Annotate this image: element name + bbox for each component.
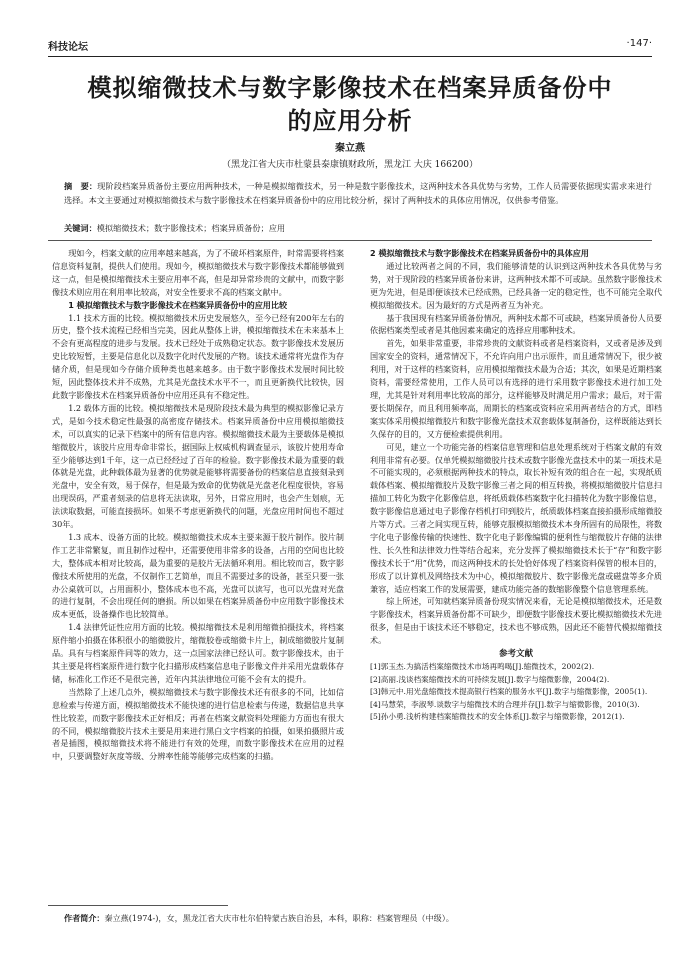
section-1-3-paragraph: 1.3 成本、设备方面的比较。模拟缩微技术成本主要来源于胶片制作。胶片制作工艺非常繁复，而且制作过程中，还需要使用非常多的设备，占用的空间也比较大，整体成本相对比较高，最为重要的是胶片无法循环利用。相比较而言，数字影像技术所使用的光盘，不仅制作工艺简单，而且不需要过多的设备，甚至只要一张办公桌就可以，占用面积小，整体成本也不高，光盘可以读写，也可以光盘对光盘的进行复制，不会出现任何的磨损。所以如果在档案异质备份中应用数字影像技术成本更低，设备操作也比较简单。 [52,531,344,620]
abstract-rule [48,240,652,241]
intro-paragraph: 现如今，档案文献的应用率越来越高，为了不破坏档案原件，时常需要将档案信息资料复制，提供人们使用。现如今，模拟缩微技术与数字影像技术都能够做到这一点，但是模拟缩微技术主要应用率不高，但是却异常珍贵的文献中，而数字影像技术则应用在利用率比较高，对安全性要求不高的档案文献中。 [52,248,344,297]
running-header [48,38,652,54]
reference-item: [4]马慧荣，李淑琴.谈数字与缩微技术的合理并存[J].数字与缩微影像，2010(3). [370,699,640,709]
section-2-paragraph-d: 可见，建立一个功能完备的档案信息管理和信息处理系统对于档案文献的有效利用非常有必要。仅单凭模拟缩微胶片技术或数字影像光盘技术中的某一项技术是不可能实现的，必须根据两种技术的特点，取长补短有效的组合在一起，实现纸质载体档案、模拟缩微胶片及数字影像三者之间的相互转换，将模拟缩微胶片信息扫描加工转化为数字化影像信息，将纸质载体档案数字化扫描转化为数字影像信息，数字影像信息通过电子影像存档机打印到胶片，纸质载体档案直接拍摄形成缩微胶片等方式。三者之间实现互转，能够克服模拟缩微技术本身所固有的局限性，将数字化电子影像传输的快速性、数字化电子影像编辑的便利性与缩微胶片存储的法律性、长久性和法律效力性等结合起来，充分发挥了模拟缩微技术长于“存”和数字影像技术长于“用”优势，而这两种技术的长处恰好体现了档案资料保管的根本目的，形成了以计算机及网络技术为中心，模拟缩微胶片、数字影像光盘或磁盘等多介质兼容，适应档案工作的发展需要，建成功能完备的数缩影像整个信息管理系统。 [370,441,662,594]
section-1-5-paragraph: 当然除了上述几点外，模拟缩微技术与数字影像技术还有很多的不同，比如信息检索与传递方面，模拟缩微技术不能快速的进行信息检索与传递，数据信息共享性比较差，而数字影像技术正好相反；再者在档案文献资料处理能力方面也有很大的不同，模拟缩微胶片技术主要是用来进行黑白文字档案的拍摄，如果拍摄照片或者是插图，模拟缩微技术将不能进行有效的处理，而数字影像技术在应用的过程中，只要调整好灰度等级、分辨率性能等能够完成档案的扫描。 [52,686,344,762]
page-number: ·147· [626,38,652,49]
left-column [52,247,344,895]
section-1-1-paragraph: 1.1 技术方面的比较。模拟缩微技术历史发展悠久，至今已经有200年左右的历史，整个技术流程已经相当完美，因此从整体上讲，模拟缩微技术在未来基本上不会有更高程度的进步与发展。技术已经处于成熟稳定状态。数字影像技术发展历史比较短暂，主要是信息化以及数字化时代发展的产物。该技术通常将光盘作为存储介质，但是现如今存储介质种类也越来越多。由于数字影像技术发展时间比较短，因此整体技术并不成熟，尤其是光盘技术水平不一，而且更新换代比较快，因此数字影像技术在档案异质备份中应用还具有不稳定性。 [52,312,344,400]
keywords-text: 模拟缩微技术；数字影像技术；档案异质备份；应用 [96,223,286,233]
header-rule [48,56,652,57]
abstract [64,180,652,207]
paper-title [48,72,652,138]
keywords-label: 关键词： [64,223,97,233]
footnote-text: 秦立燕(1974-)，女，黑龙江省大庆市杜尔伯特蒙古族自治县，本科，职称：档案管理员（中级）。 [104,913,454,923]
title-line-1: 模拟缩微技术与数字影像技术在档案异质备份中 [87,74,613,102]
section-1-heading: 1 模拟缩微技术与数字影像技术在档案异质备份中的应用比较 [68,299,288,310]
section-2-paragraph-b: 基于我国现有档案异质备份情况，两种技术都不可或缺，档案异质备份人员要依据档案类型或者是其他因素来确定的选择应用哪种技术。 [370,312,662,336]
section-1-2-paragraph: 1.2 载体方面的比较。模拟缩微技术是现阶段技术最为典型的模拟影像记录方式，是如今技术稳定性最强的高密度存储技术。档案异质备份中应用模拟缩微技术，可以真实的记录下档案中的所有信息内容。模拟缩微技术最为主要载体是模拟缩微胶片，该胶片应用寿命非常长，据国际上权威机构调查显示，该胶片使用寿命至少能够达到1千年，这一点已经经过了百年的检验。数字影像技术最为重要的载体就是光盘，此种载体最为显著的优势就是能够将需要备份的档案信息直接刻录到光盘中，安全有效，易于保存，但是最为致命的优势就是光盘老化程度很快，容易出现误码，严重者刻录的信息将无法读取，另外，日常应用时，也会产生划痕，无法读取数据，可能直接损坏。如果不考虑更新换代的问题，光盘应用时间也不超过30年。 [52,402,344,530]
author-footnote [64,912,652,924]
section-2-paragraph-c: 首先，如果非常重要，非常珍贵的文献资料或者是档案资料，又或者是涉及到国家安全的资料，通常情况下，不允许向用户出示原件，而且通常情况下，很少被利用，对于这样的档案资料，应用模拟缩微技术最为合适；其次，如果是近期档案资料，需要经常使用，工作人员可以有选择的进行采用数字影像技术进行加工处理，尤其是针对利用率比较高的部分，这样能够及时满足用户需求；最后，对于需要长期保存，而且利用频率高，周期长的档案或资料应采用两者结合的方式，即档案实体采用模拟缩微胶片和数字影像光盘技术双套载体复制备份，这样既能达到长久保存的目的，又方便检索提供利用。 [370,338,662,439]
author-name: 秦立燕 [335,143,365,154]
title-line-2: 的应用分析 [287,107,413,135]
footnote-rule [48,905,228,906]
right-column [370,247,662,895]
reference-item: [2]高丽.浅谈档案缩微技术的可持续发展[J].数字与缩微影像，2004(2). [370,674,610,684]
keywords [64,222,652,235]
reference-list [370,661,662,724]
abstract-text: 现阶段档案异质备份主要应用两种技术，一种是模拟缩微技术，另一种是数字影像技术，这两种技术各具优势与劣势，工作人员需要依据现实需求来进行选择。本文主要通过对模拟缩微技术与数字影像技术在档案异质备份中的应用比较分析，探讨了两种技术的具体应用情况，仅供参考借鉴。 [64,181,652,205]
section-2-heading: 2 模拟缩微技术与数字影像技术在档案异质备份中的具体应用 [370,248,589,258]
conclusion-paragraph: 综上所述，可知就档案异质备份现实情况来看，无论是模拟缩微技术，还是数字影像技术，档案异质备份都不可缺少，即便数字影像技术要比模拟缩微技术先进很多，但是由于该技术还不够稳定，技术也不够成熟，因此还不能替代模拟缩微技术。 [370,596,662,646]
section-2-paragraph-a: 通过比较两者之间的不同，我们能够清楚的认识到这两种技术各具优势与劣势，对于现阶段的档案异质备份来讲，这两种技术都不可或缺。虽然数字影像技术更为先进，但是即便该技术已经成熟，已经具备一定的稳定性，也不可能完全取代模拟缩微技术。因为最好的方式是两者互为补充。 [370,260,662,310]
references-heading: 参考文献 [498,649,533,660]
reference-item: [3]韩元中.用光盘缩微技术提高银行档案的服务水平[J].数字与缩微影像，2005(1). [370,687,648,697]
section-1-4-paragraph: 1.4 法律凭证性应用方面的比较。模拟缩微技术是利用缩微拍摄技术，将档案原件缩小拍摄在体积很小的缩微胶片，缩微胶卷或缩微卡片上，制成缩微胶片复制品。具有与档案原件同等的效力，这一点国家法律已经认可。数字影像技术，由于其主要是将档案原件进行数字化扫描形成档案信息电子影像文件并采用光盘载体存储，标准化工作还不是很完善，近年内其法律地位可能不会有太的提升。 [52,622,344,684]
reference-item: [1]郭玉杰.为搞活档案缩微技术市场再鸣喝[J].缩微技术，2002(2). [370,662,595,672]
journal-section: 科技论坛 [48,42,88,53]
abstract-label: 摘 要： [64,181,98,191]
footnote-label: 作者简介： [64,913,105,923]
author-affiliation: （黑龙江省大庆市杜蒙县泰康镇财政所，黑龙江 大庆 166200） [221,160,479,170]
reference-item: [5]孙小勇.浅析构建档案缩微技术的安全体系[J].数字与缩微影像，2012(1). [370,712,625,722]
